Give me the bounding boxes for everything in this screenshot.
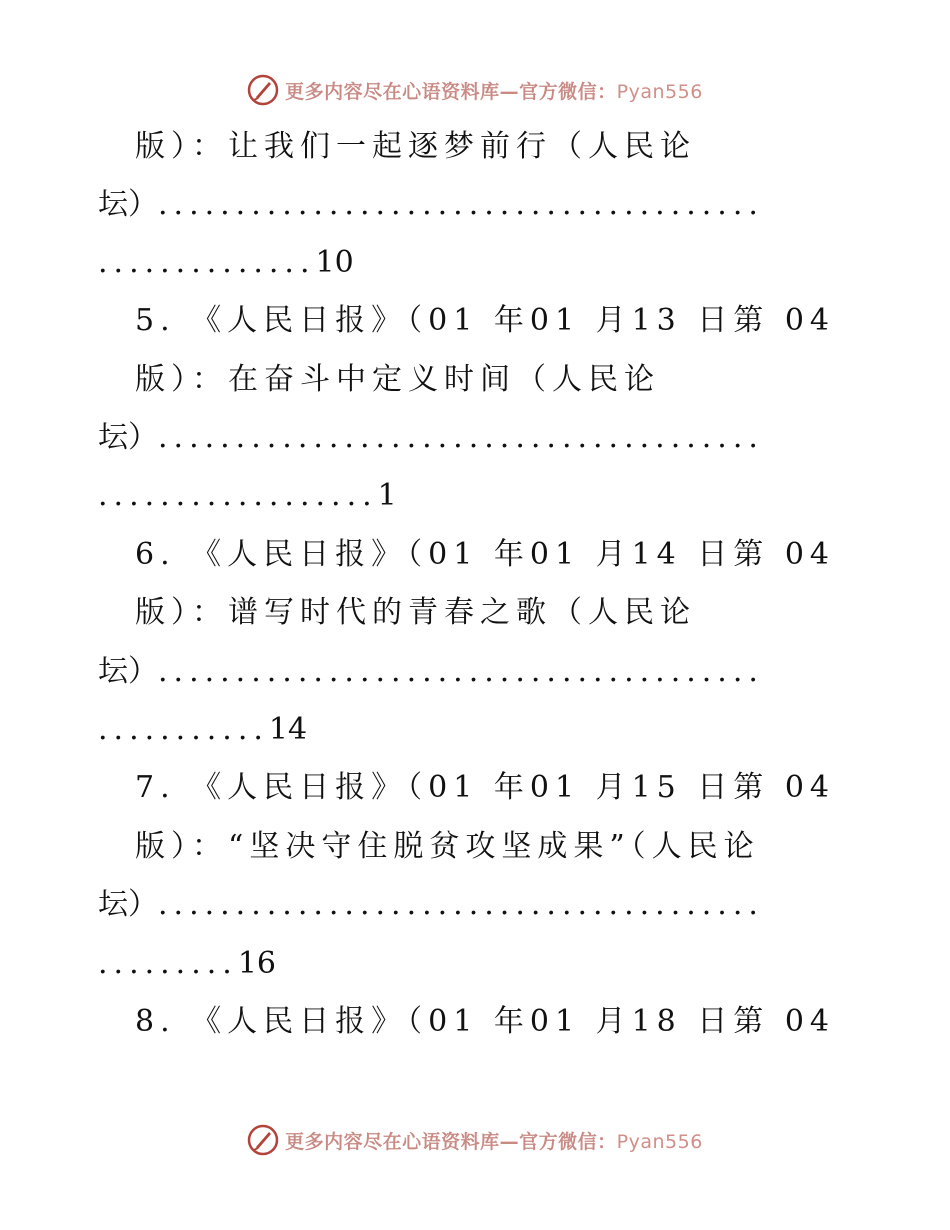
toc-entry-5-head: 5. 《人民日报》（01 年01 月13 日第 04 <box>135 303 835 338</box>
toc-entry-5-wrap: 坛） <box>98 420 158 455</box>
feather-pen-logo-icon <box>247 74 279 106</box>
banner-text: 更多内容尽在心语资料库—官方微信：Pyan556 <box>285 1130 703 1153</box>
toc-entry-6-page-line: ...........14 <box>98 712 308 747</box>
toc-entry-5-title: 版）：在奋斗中定义时间（人民论 <box>135 362 660 397</box>
toc-entry-7-leader <box>98 885 764 925</box>
toc-entry-5-page: 1 <box>377 478 397 513</box>
toc-entry-4-leader <box>98 185 764 225</box>
toc-entry-5-leader <box>98 418 764 458</box>
toc-entry-7-title: 版）：“坚决守住脱贫攻坚成果”（人民论 <box>135 829 760 864</box>
toc-entry-6-title: 版）：谱写时代的青春之歌（人民论 <box>135 595 696 630</box>
header-banner <box>0 70 950 110</box>
feather-pen-logo-icon <box>247 1124 279 1156</box>
toc-entry-7-wrap: 坛） <box>98 887 158 922</box>
toc-entry-5-page-line: ..................1 <box>98 478 397 513</box>
toc-entry-4-page-line: ..............10 <box>98 245 354 280</box>
toc-entry-4-wrap: 坛） <box>98 187 158 222</box>
toc-entry-6-head: 6. 《人民日报》（01 年01 月14 日第 04 <box>135 537 835 572</box>
toc-entry-5-dots: ....................................... <box>158 420 764 455</box>
toc-entry-6-dots: ....................................... <box>158 654 764 689</box>
toc-entry-4-dots: ....................................... <box>158 187 764 222</box>
banner-handle: Pyan556 <box>616 80 703 103</box>
toc-entry-6-leader <box>98 652 764 692</box>
toc-entry-8-head: 8. 《人民日报》（01 年01 月18 日第 04 <box>135 1004 835 1039</box>
toc-entry-6-wrap: 坛） <box>98 654 158 689</box>
toc-entry-7-head: 7. 《人民日报》（01 年01 月15 日第 04 <box>135 770 835 805</box>
toc-entry-7-page: 16 <box>237 946 277 981</box>
toc-entry-6-page: 14 <box>268 712 308 747</box>
footer-banner <box>0 1120 950 1160</box>
toc-entry-7-dots: ....................................... <box>158 887 764 922</box>
banner-text: 更多内容尽在心语资料库—官方微信：Pyan556 <box>285 80 703 103</box>
toc-entry-7-page-line: .........16 <box>98 946 277 981</box>
toc-entry-4-title: 版）：让我们一起逐梦前行（人民论 <box>135 129 696 164</box>
toc-entry-4-page: 10 <box>315 245 354 280</box>
banner-handle: Pyan556 <box>616 1130 703 1153</box>
